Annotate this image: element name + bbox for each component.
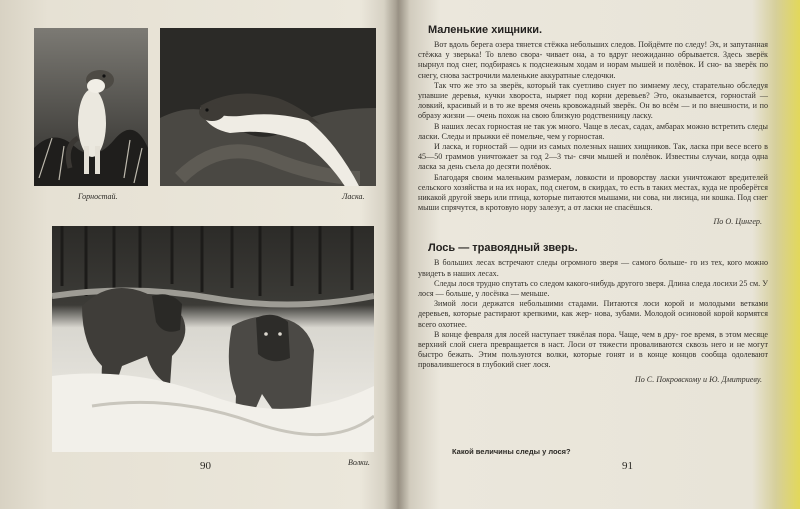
author-credit-pokrovsky: По С. Покровскому и Ю. Дмитриеву.	[634, 374, 762, 384]
right-page-text	[418, 14, 768, 384]
paragraph: Вот вдоль берега озера тянется стёжка небольших следов. Пойдёмте по следу! Эх, и запутанная стёжка у зверька! То влево свора- чивает она, а то вдруг неожиданно обрывается. Здесь зверёк нырнул под снег, подбираясь к подснежным ходам и норам мышей и полёвок. И сно- ва зверёк по снегу, снова застрочили маленькие аккуратные следочки.	[418, 40, 768, 80]
review-question: Какой величины следы у лося?	[452, 447, 571, 456]
paragraph: Следы лося трудно спутать со следом какого-нибудь другого зверя. Длина следа лосихи 25 см. У лося — больше, у лосёнка — меньше.	[418, 278, 768, 299]
ermine-illustration	[34, 28, 148, 186]
wolves-caption: Волки.	[348, 458, 370, 467]
paragraph: Благодаря своим маленьким размерам, ловкости и проворству ласки уничтожают вредителей сельского хозяйства и на их норах, под снегом, в скирдах, то есть в таких местах, куда не проберётся никакой другой зверь или птица, которые питаются мышами, ни сова, ни лисица, ни кошка. Под снег мыши спрячутся, в кротовую нору залезут, а от ласки не спасёшься.	[418, 172, 768, 213]
paragraph: И ласка, и горностай — одни из самых полезных наших хищников. Так, ласка при весе всего в 45—50 граммов уничтожает за год 2—3 ты- сячи мышей и полёвок. Известны случаи, когда одна ласка за день съела до десяти полёвок.	[418, 142, 768, 172]
ermine-photo	[34, 28, 148, 186]
page-number-left: 90	[200, 460, 211, 472]
weasel-photo	[160, 28, 376, 186]
paragraph: В наших лесах горностая не так уж много. Чаще в лесах, садах, амбарах можно встретить следы ласки. Следы и прыжки её помельче, чем у горностая.	[418, 121, 768, 141]
paragraph: В конце февраля для лосей наступает тяжёлая пора. Чаще, чем в дру- гое время, в этом месяце верхний слой снега превращается в наст. Лоси от тяжести проваливаются сквозь него и не могут быстро бежать. Этим пользуются волки, которые гонят и в конце концов сообща одолевают провалившегося в глубокий снег лося.	[418, 329, 768, 370]
book-gutter	[384, 0, 410, 509]
author-credit-tsinger: По О. Цингер.	[713, 217, 762, 227]
paragraph: Так что же это за зверёк, который так суетливо снует по зимнему лесу, старательно обследуя упавшие деревья, кучки хвороста, ныряет под корни деревьев? Это, оказывается, горностай — ловкий, красивый и в то же время очень кровожадный зверёк. Он во всём — и по внешности, и по образу жизни — очень похож на свою близкую родственницу ласку.	[418, 80, 768, 121]
paragraph: В больших лесах встречают следы огромного зверя — самого больше- го из тех, кого можно увидеть в наших лесах.	[418, 258, 768, 278]
section-title-small-predators: Маленькие хищники.	[428, 24, 543, 36]
weasel-illustration	[160, 28, 376, 186]
wolves-photo	[52, 226, 374, 452]
wolves-illustration	[52, 226, 374, 452]
weasel-caption: Ласка.	[342, 192, 365, 201]
page-number-right: 91	[622, 460, 633, 472]
section-title-moose: Лось — травоядный зверь.	[428, 242, 578, 255]
paragraph: Зимой лоси держатся небольшими стадами. Питаются лоси корой и молодыми ветками деревьев, которые растирают крепкими, как жер- нова, зубами. Молодой осиновой корой кормятся всего охотнее.	[418, 299, 768, 329]
ermine-caption: Горностай.	[78, 192, 118, 201]
